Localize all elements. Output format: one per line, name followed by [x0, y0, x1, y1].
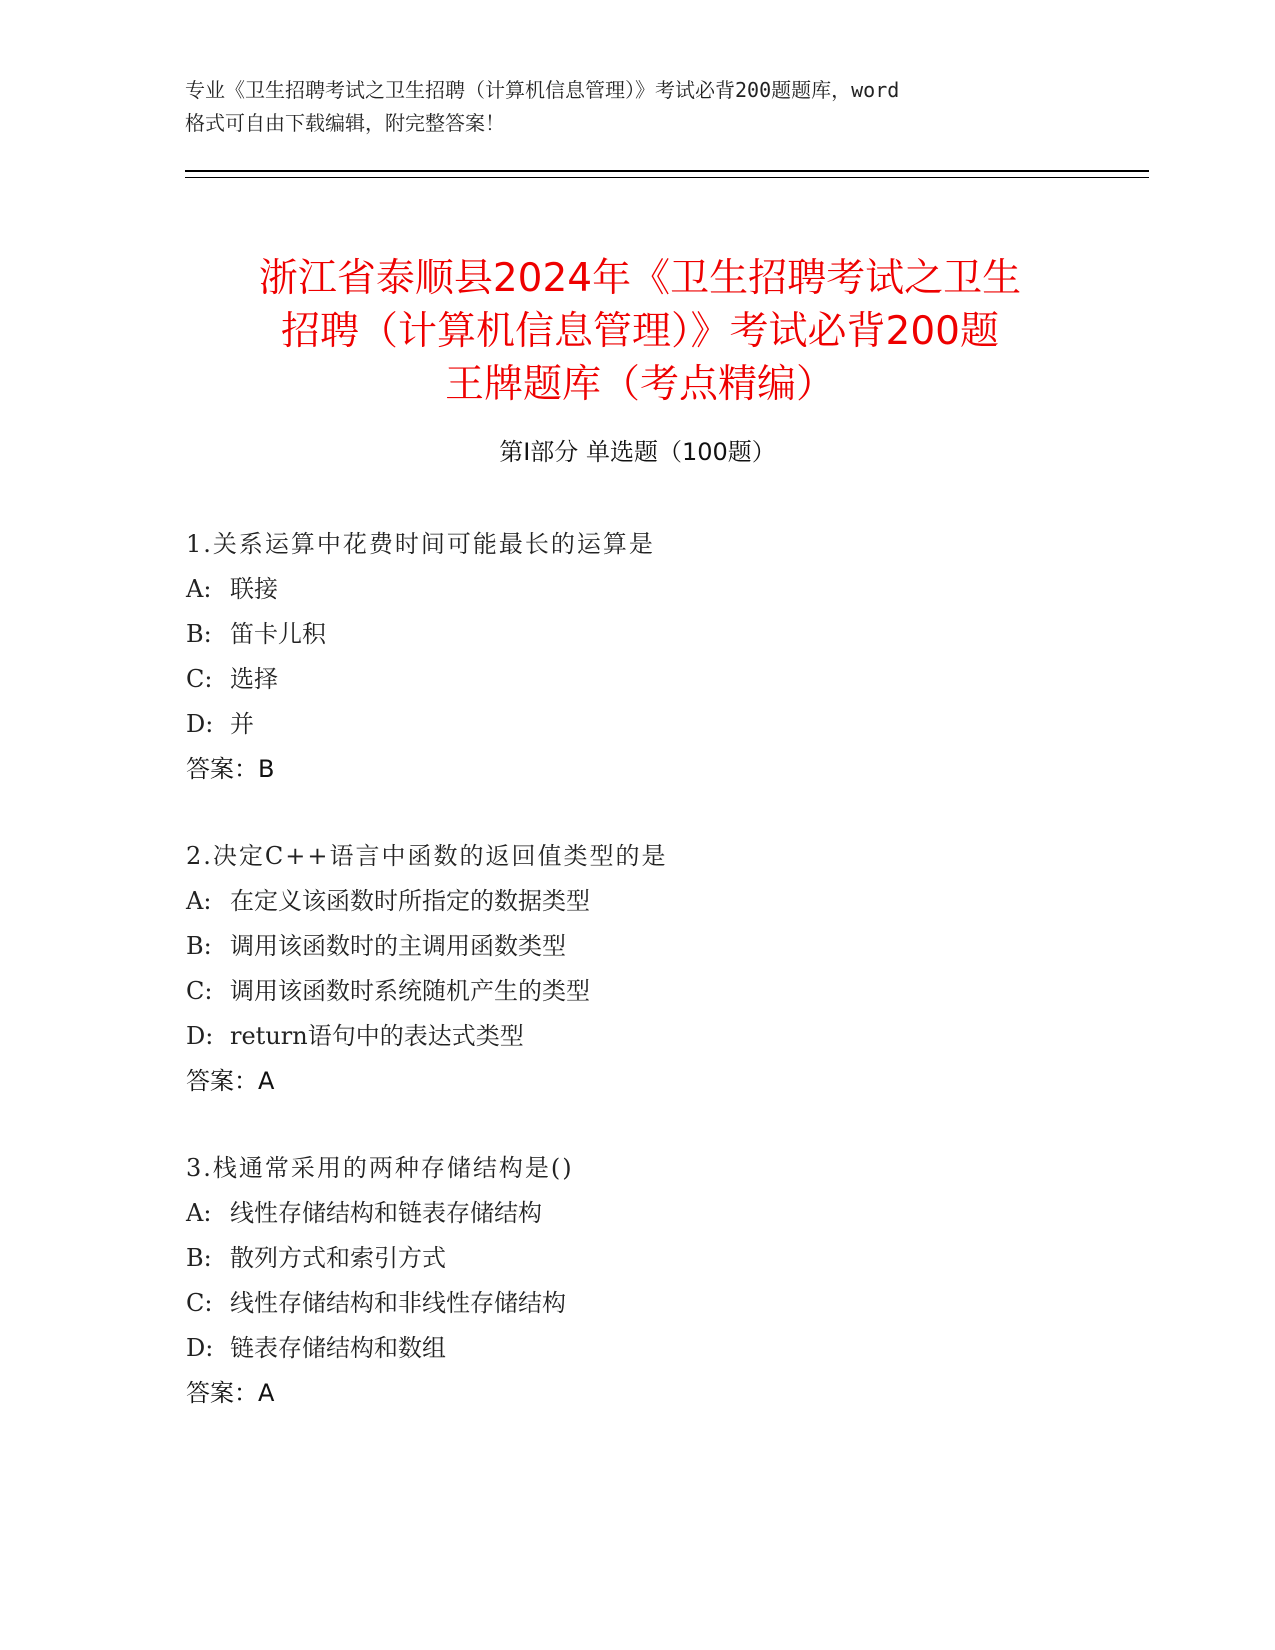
- option-text: 散列方式和索引方式: [230, 1244, 446, 1272]
- header-note: [185, 74, 1085, 140]
- question-2: [186, 834, 1086, 1104]
- question-stem: 3.栈通常采用的两种存储结构是(): [186, 1154, 574, 1182]
- option-text: 联接: [230, 575, 278, 603]
- question-1: [186, 522, 1086, 792]
- option-d: [186, 702, 1086, 747]
- document-title: [170, 252, 1110, 411]
- option-key: C:: [186, 665, 213, 693]
- option-key: C:: [186, 977, 213, 1005]
- option-key: A:: [186, 575, 212, 603]
- option-key: A:: [186, 887, 212, 915]
- option-text: return语句中的表达式类型: [230, 1022, 524, 1050]
- option-text: 选择: [230, 665, 278, 693]
- option-key: A:: [186, 1199, 212, 1227]
- option-a: [186, 567, 1086, 612]
- option-text: 线性存储结构和链表存储结构: [230, 1199, 542, 1227]
- question-stem: 2.决定C++语言中函数的返回值类型的是: [186, 842, 668, 870]
- option-key: B:: [186, 932, 212, 960]
- option-text: 并: [230, 710, 254, 738]
- option-c: [186, 657, 1086, 702]
- option-text: 在定义该函数时所指定的数据类型: [230, 887, 590, 915]
- option-c: [186, 1281, 1086, 1326]
- header-divider-thick: [185, 170, 1149, 172]
- option-key: C:: [186, 1289, 213, 1317]
- answer-line: 答案：B: [186, 755, 275, 783]
- option-b: [186, 612, 1086, 657]
- option-d: [186, 1014, 1086, 1059]
- option-a: [186, 879, 1086, 924]
- document-title-line-1: 浙江省泰顺县2024年《卫生招聘考试之卫生: [258, 256, 1022, 302]
- question-list: [186, 522, 1086, 1458]
- option-key: D:: [186, 710, 214, 738]
- header-note-line-1: 专业《卫生招聘考试之卫生招聘（计算机信息管理）》考试必背200题题库，word: [185, 78, 900, 102]
- option-key: D:: [186, 1022, 214, 1050]
- option-key: B:: [186, 1244, 212, 1272]
- option-c: [186, 969, 1086, 1014]
- section-title: 第Ⅰ部分 单选题（100题）: [499, 438, 776, 466]
- answer-line: 答案：A: [186, 1067, 275, 1095]
- document-title-line-2: 招聘（计算机信息管理）》考试必背200题: [281, 309, 999, 355]
- question-3: [186, 1146, 1086, 1416]
- option-b: [186, 924, 1086, 969]
- option-text: 调用该函数时系统随机产生的类型: [230, 977, 590, 1005]
- option-key: D:: [186, 1334, 214, 1362]
- option-text: 链表存储结构和数组: [230, 1334, 446, 1362]
- option-b: [186, 1236, 1086, 1281]
- option-text: 线性存储结构和非线性存储结构: [230, 1289, 566, 1317]
- question-stem: 1.关系运算中花费时间可能最长的运算是: [186, 530, 655, 558]
- option-a: [186, 1191, 1086, 1236]
- option-text: 笛卡儿积: [230, 620, 326, 648]
- option-d: [186, 1326, 1086, 1371]
- answer-line: 答案：A: [186, 1379, 275, 1407]
- option-key: B:: [186, 620, 212, 648]
- document-title-line-3: 王牌题库（考点精编）: [444, 362, 835, 408]
- option-text: 调用该函数时的主调用函数类型: [230, 932, 566, 960]
- header-note-line-2: 格式可自由下载编辑，附完整答案！: [185, 111, 505, 135]
- header-divider-thin: [185, 177, 1149, 178]
